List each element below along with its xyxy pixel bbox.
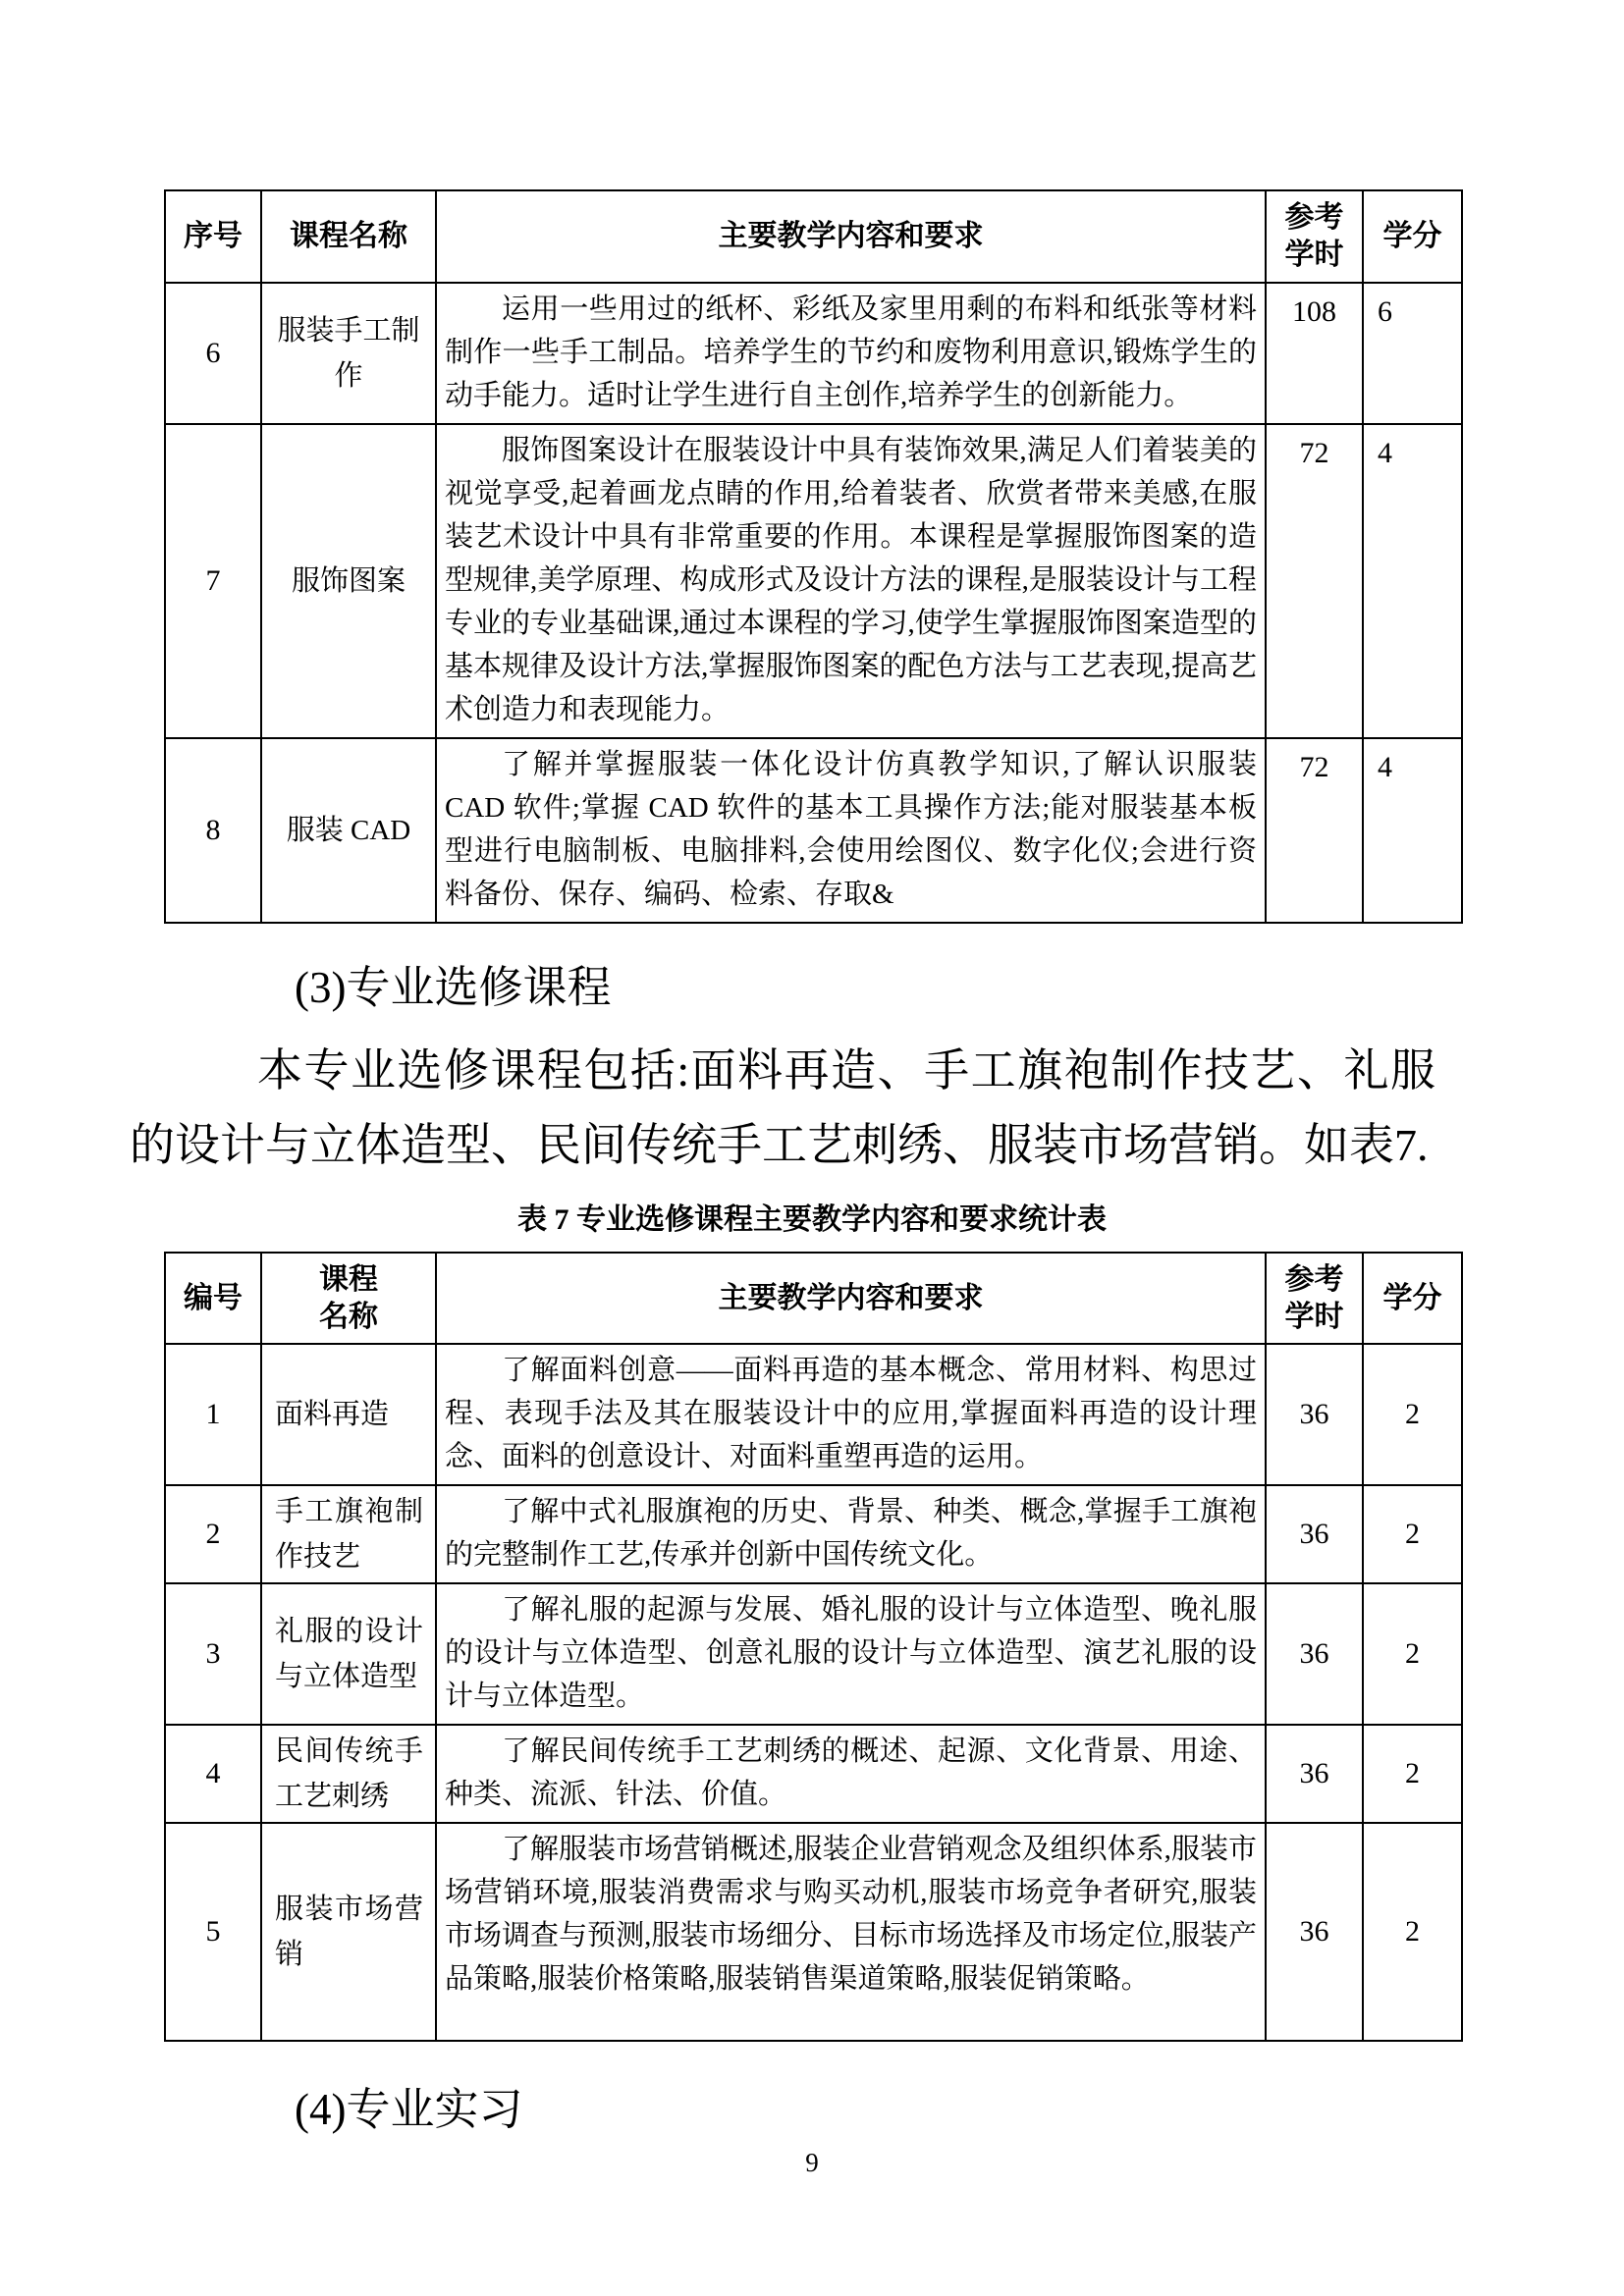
row-hours: 36 (1266, 1485, 1363, 1583)
row-seq: 4 (165, 1725, 261, 1823)
row-seq: 2 (165, 1485, 261, 1583)
header-seq: 编号 (165, 1253, 261, 1344)
row-course-name: 服饰图案 (261, 424, 436, 738)
section-paragraph: 本专业选修课程包括:面料再造、手工旗袍制作技艺、礼服的设计与立体造型、民间传统手工艺刺绣、服装市场营销。如表7. (130, 1045, 1435, 1170)
header-content: 主要教学内容和要求 (436, 190, 1266, 283)
header-hours-line1: 参考 (1284, 1262, 1344, 1296)
row-course-name: 礼服的设计与立体造型 (261, 1583, 436, 1725)
row-course-name: 面料再造 (261, 1344, 436, 1485)
row-credits: 6 (1363, 283, 1462, 424)
table-row (165, 424, 1462, 738)
header-hours-line2: 学时 (1284, 1300, 1344, 1333)
row-hours: 36 (1266, 1725, 1363, 1823)
row-content: 了解面料创意——面料再造的基本概念、常用材料、构思过程、表现手法及其在服装设计中的应用,掌握面料再造的设计理念、面料的创意设计、对面料重塑再造的运用。 (436, 1344, 1266, 1485)
row-seq: 8 (165, 738, 261, 923)
row-seq: 1 (165, 1344, 261, 1485)
header-credits: 学分 (1363, 1253, 1462, 1344)
row-credits: 2 (1363, 1485, 1462, 1583)
row-hours: 108 (1266, 283, 1363, 424)
table-row (165, 1344, 1462, 1485)
table-row (165, 1583, 1462, 1725)
table-header-row (165, 1253, 1462, 1344)
header-credits: 学分 (1363, 190, 1462, 283)
row-content: 了解中式礼服旗袍的历史、背景、种类、概念,掌握手工旗袍的完整制作工艺,传承并创新中国传统文化。 (436, 1485, 1266, 1583)
header-course-name-line2: 名称 (319, 1300, 378, 1333)
row-credits: 2 (1363, 1583, 1462, 1725)
required-courses-table (164, 189, 1463, 924)
row-seq: 7 (165, 424, 261, 738)
row-content: 了解服装市场营销概述,服装企业营销观念及组织体系,服装市场营销环境,服装消费需求与购买动机,服装市场竞争者研究,服装市场调查与预测,服装市场细分、目标市场选择及市场定位,服装产品策略,服装价格策略,服装销售渠道策略,服装促销策略。 (436, 1823, 1266, 2041)
section-heading-3: (3)专业选修课程 (295, 963, 612, 1012)
row-content: 了解礼服的起源与发展、婚礼服的设计与立体造型、晚礼服的设计与立体造型、创意礼服的设计与立体造型、演艺礼服的设计与立体造型。 (436, 1583, 1266, 1725)
top-margin (0, 0, 1624, 189)
table-header-row (165, 190, 1462, 283)
row-credits: 4 (1363, 738, 1462, 923)
table-row (165, 1725, 1462, 1823)
row-course-name: 服装 CAD (261, 738, 436, 923)
row-content: 了解并掌握服装一体化设计仿真教学知识,了解认识服装 CAD 软件;掌握 CAD 软件的基本工具操作方法;能对服装基本板型进行电脑制板、电脑排料,会使用绘图仪、数字化仪;会进行资料备份、保存、编码、检索、存取& (436, 738, 1266, 923)
header-course-name-line1: 课程 (319, 1262, 378, 1296)
row-seq: 5 (165, 1823, 261, 2041)
header-seq: 序号 (165, 190, 261, 283)
header-hours-line2: 学时 (1284, 239, 1344, 271)
row-hours: 36 (1266, 1344, 1363, 1485)
table-caption: 表 7 专业选修课程主要教学内容和要求统计表 (517, 1203, 1107, 1236)
header-course-name (261, 1253, 436, 1344)
row-hours: 36 (1266, 1583, 1363, 1725)
row-hours: 72 (1266, 738, 1363, 923)
row-course-name: 民间传统手工艺刺绣 (261, 1725, 436, 1823)
table-row (165, 1485, 1462, 1583)
table-row (165, 1823, 1462, 2041)
header-hours (1266, 190, 1363, 283)
header-hours-line1: 参考 (1284, 201, 1344, 234)
row-course-name: 服装市场营销 (261, 1823, 436, 2041)
row-content: 运用一些用过的纸杯、彩纸及家里用剩的布料和纸张等材料制作一些手工制品。培养学生的节约和废物利用意识,锻炼学生的动手能力。适时让学生进行自主创作,培养学生的创新能力。 (436, 283, 1266, 424)
row-course-name: 服装手工制作 (261, 283, 436, 424)
row-course-name: 手工旗袍制作技艺 (261, 1485, 436, 1583)
header-course-name: 课程名称 (261, 190, 436, 283)
page-number: 9 (805, 2148, 819, 2177)
table-row (165, 283, 1462, 424)
row-hours: 36 (1266, 1823, 1363, 2041)
row-seq: 3 (165, 1583, 261, 1725)
row-credits: 2 (1363, 1823, 1462, 2041)
row-content: 服饰图案设计在服装设计中具有装饰效果,满足人们着装美的视觉享受,起着画龙点睛的作用,给着装者、欣赏者带来美感,在服装艺术设计中具有非常重要的作用。本课程是掌握服饰图案的造型规律,美学原理、构成形式及设计方法的课程,是服装设计与工程专业的专业基础课,通过本课程的学习,使学生掌握服饰图案造型的基本规律及设计方法,掌握服饰图案的配色方法与工艺表现,提高艺术创造力和表现能力。 (436, 424, 1266, 738)
row-seq: 6 (165, 283, 261, 424)
row-credits: 2 (1363, 1344, 1462, 1485)
header-content: 主要教学内容和要求 (436, 1253, 1266, 1344)
header-hours (1266, 1253, 1363, 1344)
row-hours: 72 (1266, 424, 1363, 738)
row-content: 了解民间传统手工艺刺绣的概述、起源、文化背景、用途、种类、流派、针法、价值。 (436, 1725, 1266, 1823)
table-row (165, 738, 1462, 923)
row-credits: 4 (1363, 424, 1462, 738)
elective-courses-table (164, 1252, 1463, 2042)
section-heading-4: (4)专业实习 (295, 2085, 523, 2134)
row-credits: 2 (1363, 1725, 1462, 1823)
